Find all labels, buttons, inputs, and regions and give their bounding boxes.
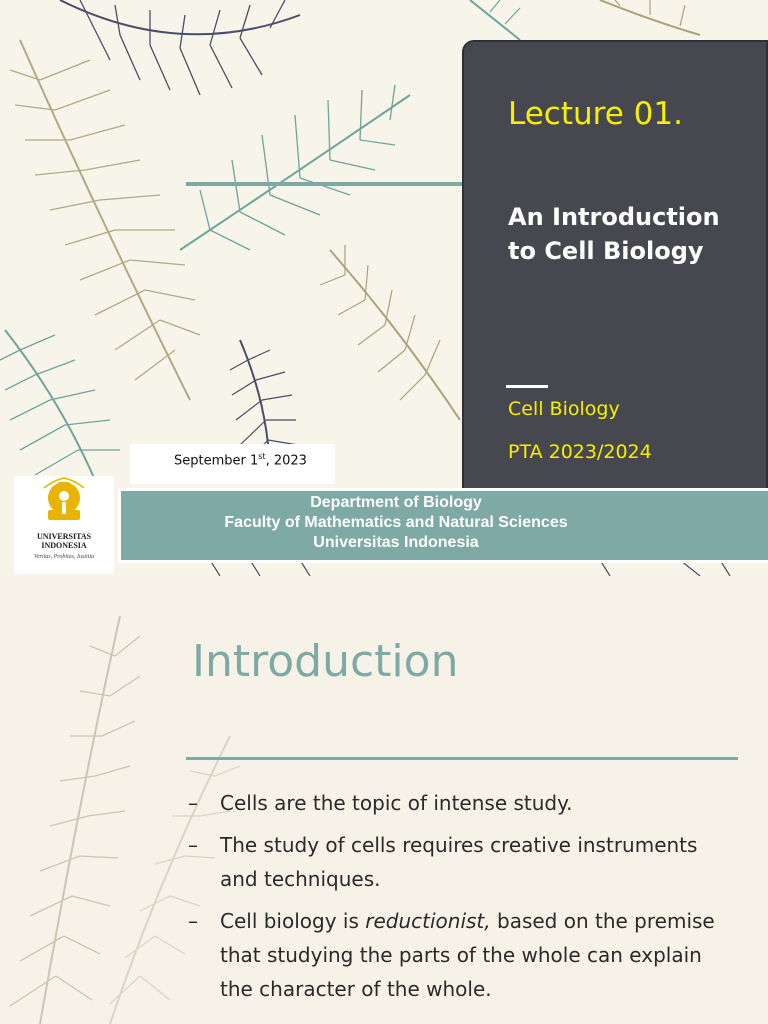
- bullet-dash: –: [188, 833, 198, 857]
- university-logo: [14, 476, 114, 574]
- subtitle-line-1: An Introduction: [508, 203, 720, 231]
- bullet-text: Cells are the topic of intense study.: [220, 791, 573, 815]
- introduction-slide: [0, 576, 768, 1024]
- logo-wordmark-line-2: INDONESIA: [41, 541, 87, 550]
- title-rule: [186, 757, 738, 760]
- list-item: [188, 828, 728, 896]
- emphasis-term: reductionist,: [365, 909, 491, 933]
- bullet-dash: –: [188, 909, 198, 933]
- bullet-text-cont: that studying the parts of the whole can explain: [220, 943, 702, 967]
- date-ordinal: st: [258, 452, 266, 461]
- lecture-number: Lecture 01.: [508, 96, 683, 132]
- date-main: September 1: [174, 453, 259, 469]
- bullet-text-cont: the character of the whole.: [220, 977, 492, 1001]
- logo-wordmark: [14, 532, 114, 550]
- list-item: [188, 904, 728, 1006]
- faculty-line: Faculty of Mathematics and Natural Sciences: [224, 514, 568, 531]
- accent-rule: [186, 182, 476, 186]
- divider: [506, 385, 548, 388]
- list-item: [188, 786, 728, 820]
- logo-wordmark-line-1: UNIVERSITAS: [36, 532, 92, 541]
- subtitle-line-2: to Cell Biology: [508, 237, 704, 265]
- lecture-date: [174, 452, 307, 468]
- bullet-text: The study of cells requires creative instruments: [220, 833, 698, 857]
- bullet-text-mid: based on the premise: [490, 909, 715, 933]
- bullet-text: Cell biology is: [220, 909, 366, 933]
- slide-title: Introduction: [192, 636, 459, 687]
- date-year: , 2023: [265, 453, 307, 469]
- bullet-dash: –: [188, 791, 198, 815]
- bullet-text-cont: and techniques.: [220, 867, 381, 891]
- course-name: Cell Biology: [508, 398, 620, 420]
- makara-emblem-icon: [14, 476, 114, 532]
- lecture-subtitle: [508, 200, 748, 268]
- university-line: Universitas Indonesia: [313, 534, 479, 551]
- department-line: Department of Biology: [310, 494, 482, 511]
- academic-period: PTA 2023/2024: [508, 441, 652, 463]
- bullet-list: [188, 786, 728, 1014]
- logo-motto: Veritas, Probitas, Iustitia: [33, 554, 95, 560]
- department-banner: [118, 488, 768, 563]
